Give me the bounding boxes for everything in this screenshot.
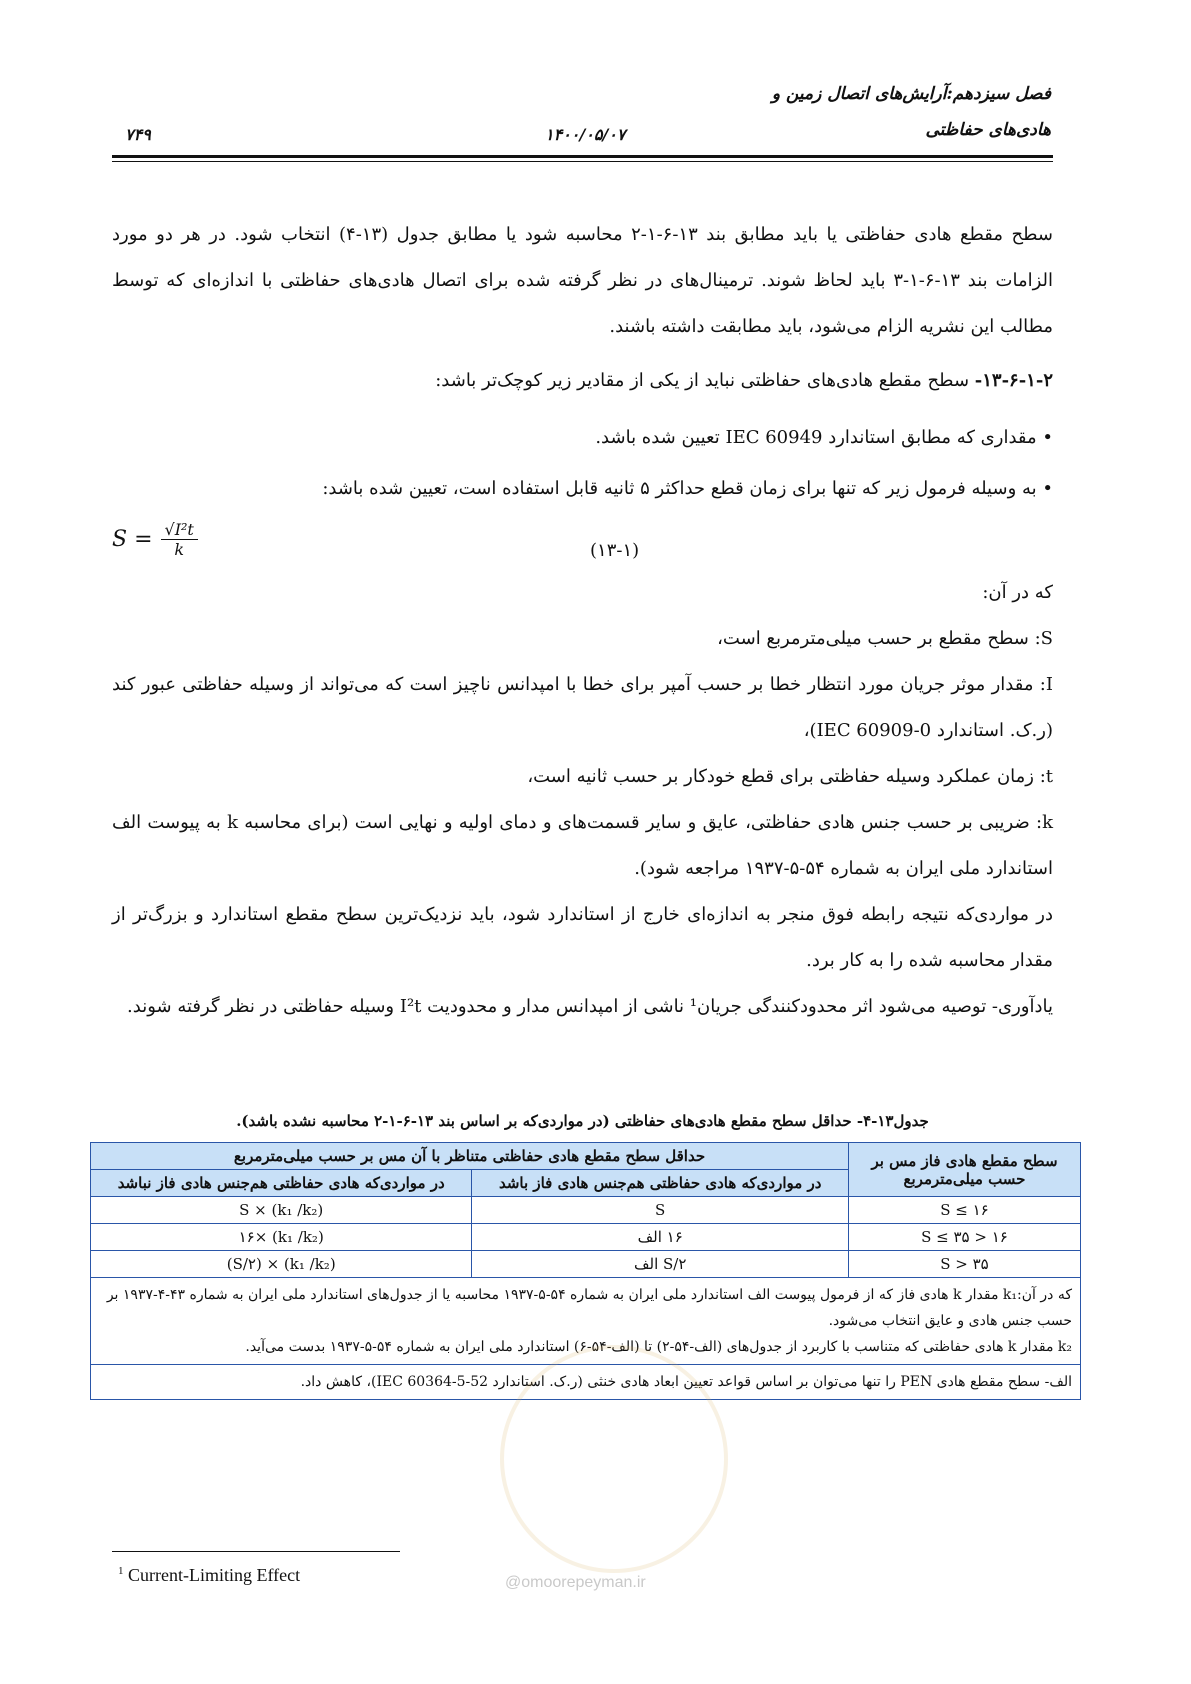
def-t: t: زمان عملکرد وسیله حفاظتی برای قطع خودکار بر حسب ثانیه است، <box>527 766 1053 787</box>
footnote-text: Current-Limiting Effect <box>128 1565 301 1585</box>
table-row <box>91 1251 1081 1278</box>
formula-numerator: √I²t <box>161 520 198 540</box>
table-row <box>91 1224 1081 1251</box>
table-header-same: در مواردی‌که هادی حفاظتی هم‌جنس هادی فاز باشد <box>472 1170 849 1197</box>
table-cell-diff: (k₁ /k₂) ×۱۶ <box>91 1224 472 1251</box>
watermark-seal <box>500 1345 728 1573</box>
reminder-note: یادآوری- توصیه می‌شود اثر محدودکنندگی جریان¹ ناشی از امپدانس مدار و محدودیت I²t وسیله حفاظتی در نظر گرفته شوند. <box>127 996 1053 1017</box>
header-rule <box>112 155 1053 158</box>
table-note-pen: الف- سطح مقطع هادی PEN را تنها می‌توان بر اساس قواعد تعیین ابعاد هادی خنثی (ر.ک. استاندارد IEC 60364-5-52)، کاهش داد. <box>91 1365 1081 1400</box>
watermark-site: @omoorepeyman.ir <box>505 1574 646 1591</box>
note-k2: k₂ مقدار k هادی حفاظتی که متناسب با کاربرد از جدول‌های (الف-۵۴-۲) تا (الف-۵۴-۶) استاندارد ملی ایران به شماره ۵۴-۵-۱۹۳۷ بدست می‌آید. <box>245 1339 1072 1355</box>
chapter-title-line1: فصل سیزدهم:آرایش‌های اتصال زمین و <box>771 84 1051 104</box>
table-header-diff: در مواردی‌که هادی حفاظتی هم‌جنس هادی فاز نباشد <box>91 1170 472 1197</box>
footnote <box>118 1565 300 1586</box>
where-label: که در آن: <box>982 582 1053 603</box>
table-cell-same: S/۲ الف <box>472 1251 849 1278</box>
footnote-marker: 1 <box>118 1565 124 1577</box>
def-s: S: سطح مقطع بر حسب میلی‌مترمربع است، <box>717 628 1053 649</box>
table-header-min: حداقل سطح مقطع هادی حفاظتی متناظر با آن مس بر حسب میلی‌مترمربع <box>91 1143 849 1170</box>
table-cell-diff: (k₁ /k₂) × (S/۲) <box>91 1251 472 1278</box>
formula-fraction <box>161 520 198 559</box>
def-i: I: مقدار موثر جریان مورد انتظار خطا بر حسب آمپر برای خطا با امپدانس ناچیز است که می‌تواند از وسیله حفاظتی عبور کند (ر.ک. استاندارد IEC 60909-0)، <box>112 674 1053 741</box>
table-title: جدول۱۳-۴- حداقل سطح مقطع هادی‌های حفاظتی (در مواردی‌که بر اساس بند ۱۳-۶-۱-۲ محاسبه نشده باشد). <box>236 1112 929 1130</box>
formula <box>112 520 198 559</box>
table-row <box>91 1197 1081 1224</box>
formula-denominator: k <box>174 540 185 559</box>
header-rule-thin <box>112 161 1053 162</box>
table-cell-same: S <box>472 1197 849 1224</box>
note-k1: که در آن:k₁ مقدار k هادی فاز که از فرمول پیوست الف استاندارد ملی ایران به شماره ۵۴-۵-۱۹۳۷ محاسبه یا از جدول‌های استاندارد ملی ایران به شماره ۴۳-۴-۱۹۳۷ بر حسب جنس هادی و عایق انتخاب می‌شود. <box>106 1287 1072 1329</box>
chapter-title-line2: هادی‌های حفاظتی <box>925 120 1051 140</box>
bullet-iec60949: • مقداری که مطابق استاندارد IEC 60949 تعیین شده باشد. <box>595 427 1053 448</box>
formula-lhs: S = <box>112 527 153 552</box>
clause-text: سطح مقطع هادی‌های حفاظتی نباید از یکی از مقادیر زیر کوچک‌تر باشد: <box>435 370 975 391</box>
table-cell-phase: ۱۶ < S ≤ ۳۵ <box>849 1224 1081 1251</box>
table-cell-phase: S ≤ ۱۶ <box>849 1197 1081 1224</box>
page-number: ۷۴۹ <box>125 125 151 144</box>
footnote-rule <box>112 1551 400 1552</box>
paragraph-rounding: در مواردی‌که نتیجه رابطه فوق منجر به اندازه‌ای خارج از استاندارد شود، باید نزدیک‌ترین سطح مقطع استاندارد و بزرگ‌تر از مقدار محاسبه شده را به کار برد. <box>112 904 1053 971</box>
table-header-phase: سطح مقطع هادی فاز مس بر حسب میلی‌مترمربع <box>849 1143 1081 1197</box>
def-k: k: ضریبی بر حسب جنس هادی حفاظتی، عایق و سایر قسمت‌های و دمای اولیه و نهایی است (برای محاسبه k به پیوست الف استاندارد ملی ایران به شماره ۵۴-۵-۱۹۳۷ مراجعه شود). <box>112 812 1053 879</box>
definitions <box>112 570 1053 1030</box>
table-cell-same: ۱۶ الف <box>472 1224 849 1251</box>
intro-paragraph: سطح مقطع هادی حفاظتی یا باید مطابق بند ۱۳-۶-۱-۲ محاسبه شود یا مطابق جدول (۱۳-۴) انتخاب شود. در هر دو مورد الزامات بند ۱۳-۶-۱-۳ باید لحاظ شوند. ترمینال‌های در نظر گرفته شده برای اتصال هادی‌های حفاظتی با اندازه‌ای که توسط مطالب این نشریه الزام می‌شود، باید مطابقت داشته باشند. <box>112 224 1054 337</box>
clause-heading <box>435 370 1053 391</box>
clause-number: ۱۳-۶-۱-۲- <box>974 370 1053 391</box>
equation-number: (۱۳-۱) <box>590 540 640 561</box>
header-date: ۱۴۰۰/۰۵/۰۷ <box>545 125 626 144</box>
table-cell-phase: S > ۳۵ <box>849 1251 1081 1278</box>
bullet-formula: • به وسیله فرمول زیر که تنها برای زمان قطع حداکثر ۵ ثانیه قابل استفاده است، تعیین شده باشد: <box>322 478 1053 499</box>
table-cell-diff: (k₁ /k₂) × S <box>91 1197 472 1224</box>
